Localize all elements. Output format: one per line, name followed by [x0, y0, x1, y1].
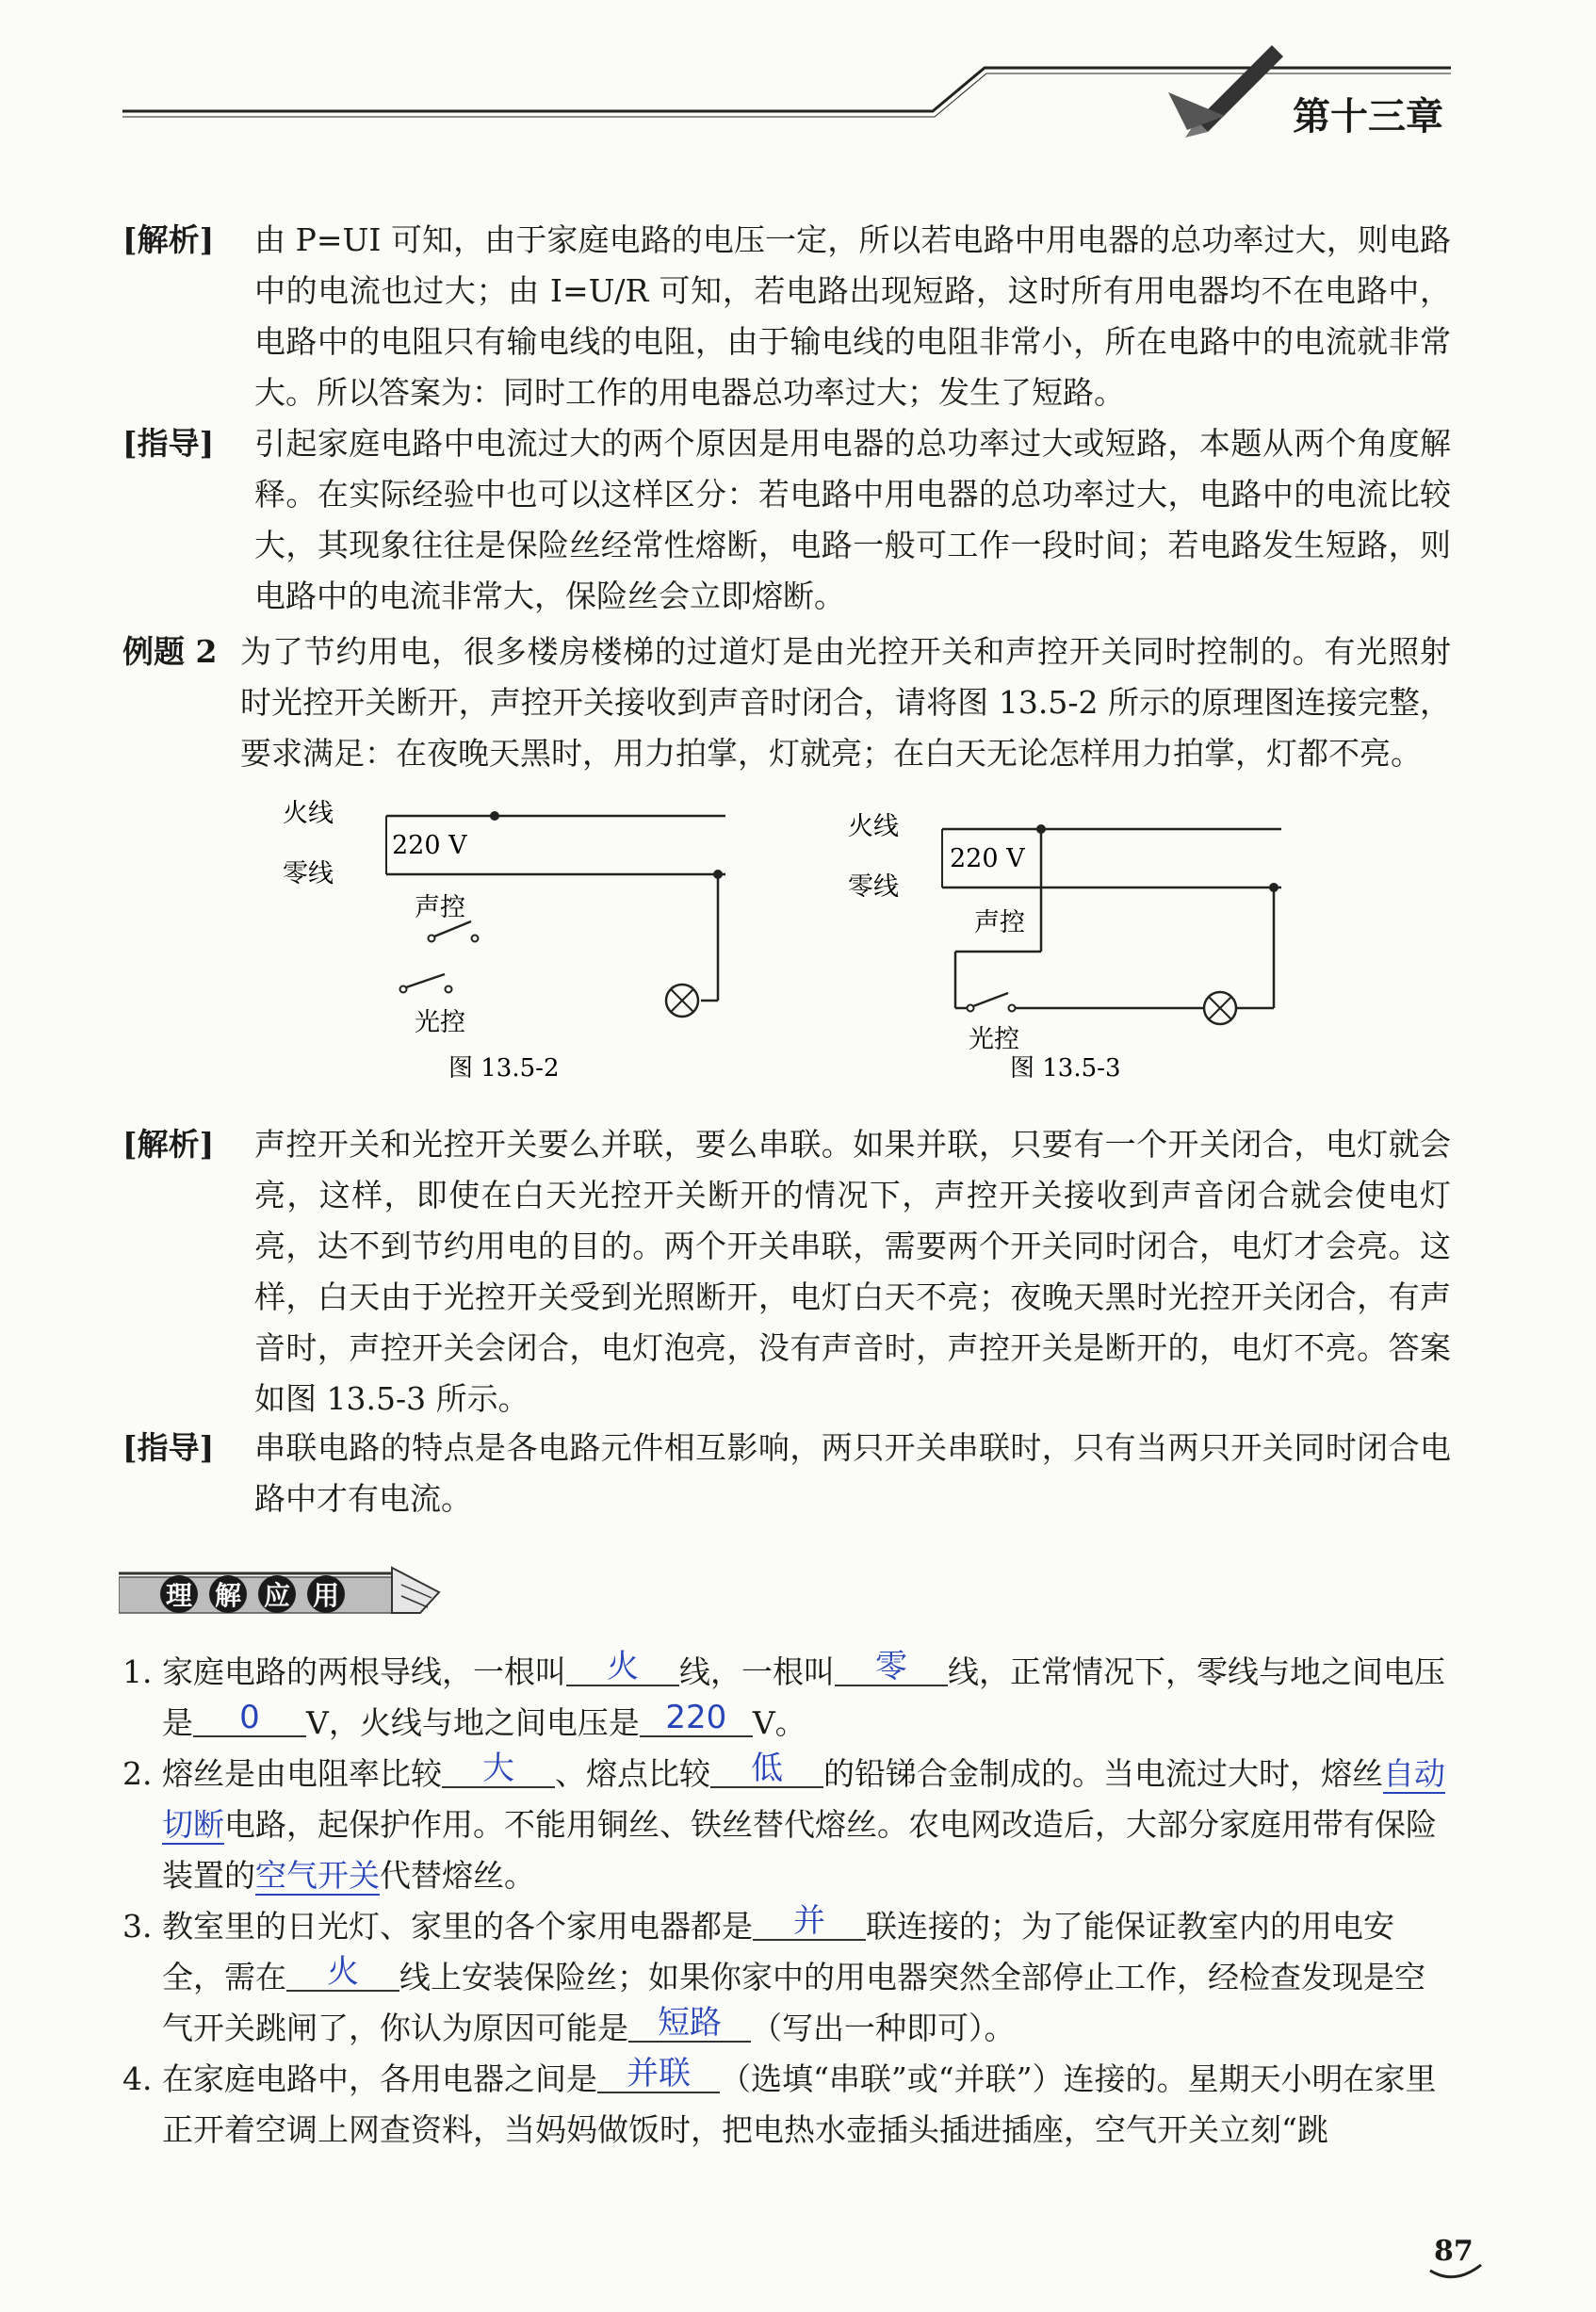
guide-1 — [122, 418, 1451, 622]
question-text: 教室里的日光灯、家里的各个家用电器都是 — [162, 1908, 753, 1945]
guide-tag: [指导] — [122, 1429, 215, 1466]
handwritten-answer: 220 — [665, 1699, 727, 1736]
question-4 — [122, 2054, 1451, 2156]
live-wire-label: 火线 — [848, 812, 899, 841]
analysis-1 — [122, 215, 1451, 418]
section-banner — [119, 1564, 458, 1619]
banner-char: 解 — [209, 1575, 247, 1613]
example-2 — [122, 627, 1451, 779]
banner-char: 用 — [307, 1575, 345, 1613]
analysis-1-text: 由 P=UI 可知，由于家庭电路的电压一定，所以若电路中用电器的总功率过大，则电路中的电流也过大；由 I=U/R 可知，若电路出现短路，这时所有用电器均不在电路中，电路中的电阻只有输电线的电阻，由于输电线的电阻非常小，所在电路中的电流就非常大。所以答案为：同时工作的用电器总功率过大；发生了短路。 — [254, 221, 1451, 411]
question-number: 2. — [122, 1755, 153, 1792]
question-text: V，火线与地之间电压是 — [306, 1704, 640, 1741]
guide-tag: [指导] — [122, 425, 215, 462]
voltage-label: 220 V — [392, 831, 467, 860]
light-switch-label: 光控 — [415, 1008, 465, 1037]
question-number: 1. — [122, 1653, 153, 1690]
handwritten-answer: 空气开关 — [255, 1857, 380, 1894]
guide-1-text: 引起家庭电路中电流过大的两个原因是用电器的总功率过大或短路，本题从两个角度解释。在实际经验中也可以这样区分：若电路中用电器的总功率过大，电路中的电流比较大，其现象往往是保险丝经常性熔断，电路一般可工作一段时间；若电路发生短路，则电路中的电流非常大，保险丝会立即熔断。 — [254, 425, 1451, 614]
question-2 — [122, 1749, 1451, 1901]
figure-13-5-2 — [283, 791, 754, 1093]
figure-caption: 图 13.5-3 — [1010, 1054, 1121, 1083]
sound-switch-label: 声控 — [974, 908, 1025, 937]
sound-switch-label: 声控 — [415, 893, 465, 922]
handwritten-answer: 0 — [239, 1699, 260, 1736]
page-number-text: 87 — [1434, 2235, 1474, 2268]
question-text: （写出一种即可）。 — [751, 2010, 1016, 2046]
banner-char: 理 — [160, 1575, 198, 1613]
handwritten-answer: 火 — [327, 1953, 359, 1991]
question-text: 代替熔丝。 — [380, 1857, 535, 1894]
analysis-2 — [122, 1119, 1451, 1425]
analysis-tag: [解析] — [122, 221, 215, 258]
voltage-label: 220 V — [950, 844, 1025, 873]
question-text: V。 — [752, 1704, 806, 1741]
question-text: 电路，起保护作用。不能用铜丝、铁丝替代熔丝。农电网改造后，大部分家庭用带有保险装置的 — [162, 1806, 1437, 1894]
handwritten-answer: 并 — [793, 1902, 825, 1940]
question-text: 线上安装保险丝；如果你家中的用电器突然全部停止工作，经检查发现是空气开关跳闸了，你认为原因可能是 — [162, 1959, 1425, 2046]
handwritten-answer: 并联 — [627, 2055, 691, 2092]
question-text: 在家庭电路中，各用电器之间是 — [162, 2060, 597, 2097]
guide-2 — [122, 1423, 1451, 1524]
question-3 — [122, 1901, 1451, 2054]
handwritten-answer: 零 — [875, 1648, 907, 1685]
analysis-tag: [解析] — [122, 1126, 215, 1163]
answer-blank — [628, 2003, 751, 2043]
question-text: 熔丝是由电阻率比较 — [162, 1755, 442, 1792]
question-number: 4. — [122, 2060, 153, 2097]
handwritten-answer: 短路 — [658, 2004, 722, 2042]
question-text: 联连接的；为了能保证教室内的用电安全，需在 — [162, 1908, 1394, 1995]
banner-chars — [160, 1575, 345, 1613]
answer-blank — [442, 1749, 555, 1788]
answer-blank — [597, 2054, 720, 2093]
answer-blank — [710, 1749, 823, 1788]
neutral-wire-label: 零线 — [283, 859, 334, 888]
handwritten-answer: 自动切断 — [162, 1755, 1445, 1843]
handwritten-answer: 大 — [482, 1750, 514, 1787]
question-number: 3. — [122, 1908, 153, 1945]
question-text: 的铅锑合金制成的。当电流过大时，熔丝 — [823, 1755, 1383, 1792]
example-tag: 例题 2 — [122, 633, 218, 670]
analysis-2-text: 声控开关和光控开关要么并联，要么串联。如果并联，只要有一个开关闭合，电灯就会亮，这样，即使在白天光控开关断开的情况下，声控开关接收到声音闭合就会使电灯亮，达不到节约用电的目的。两个开关串联，需要两个开关同时闭合，电灯才会亮。这样，白天由于光控开关受到光照断开，电灯白天不亮；夜晚天黑时光控开关闭合，有声音时，声控开关会闭合，电灯泡亮，没有声音时，声控开关是断开的，电灯不亮。答案如图 13.5-3 所示。 — [254, 1126, 1451, 1417]
example-2-text: 为了节约用电，很多楼房楼梯的过道灯是由光控开关和声控开关同时控制的。有光照射时光控开关断开，声控开关接收到声音时闭合，请将图 13.5-2 所示的原理图连接完整，要求满足：在夜晚天黑时，用力拍掌，灯就亮；在白天无论怎样用力拍掌，灯都不亮。 — [240, 633, 1451, 772]
light-switch-label: 光控 — [969, 1025, 1019, 1054]
chapter-title: 第十三章 — [1293, 94, 1443, 138]
page-number — [1423, 2233, 1479, 2280]
answer-blank — [193, 1698, 306, 1737]
answer-blank — [566, 1647, 679, 1686]
figure-caption: 图 13.5-2 — [448, 1054, 560, 1083]
question-text: 家庭电路的两根导线，一根叫 — [162, 1653, 566, 1690]
live-wire-label: 火线 — [283, 799, 334, 828]
banner-char: 应 — [258, 1575, 296, 1613]
neutral-wire-label: 零线 — [848, 872, 899, 902]
question-1 — [122, 1647, 1451, 1749]
question-text: 线，正常情况下，零线与地之间电压是 — [162, 1653, 1445, 1741]
handwritten-answer: 低 — [751, 1750, 783, 1787]
answer-blank — [286, 1952, 399, 1992]
guide-2-text: 串联电路的特点是各电路元件相互影响，两只开关串联时，只有当两只开关同时闭合电路中才有电流。 — [254, 1429, 1451, 1517]
answer-blank — [835, 1647, 948, 1686]
answer-blank — [753, 1901, 866, 1941]
question-text: （选填“串联”或“并联”）连接的。星期天小明在家里正开着空调上网查资料，当妈妈做饭时，把电热水壶插头插进插座，空气开关立刻“跳 — [162, 2060, 1437, 2148]
question-text: 线，一根叫 — [679, 1653, 835, 1690]
answer-blank — [640, 1698, 753, 1737]
pencil-icon — [1168, 26, 1291, 139]
handwritten-answer: 火 — [607, 1648, 639, 1685]
figure-13-5-3 — [848, 801, 1319, 1102]
question-text: 、熔点比较 — [555, 1755, 710, 1792]
